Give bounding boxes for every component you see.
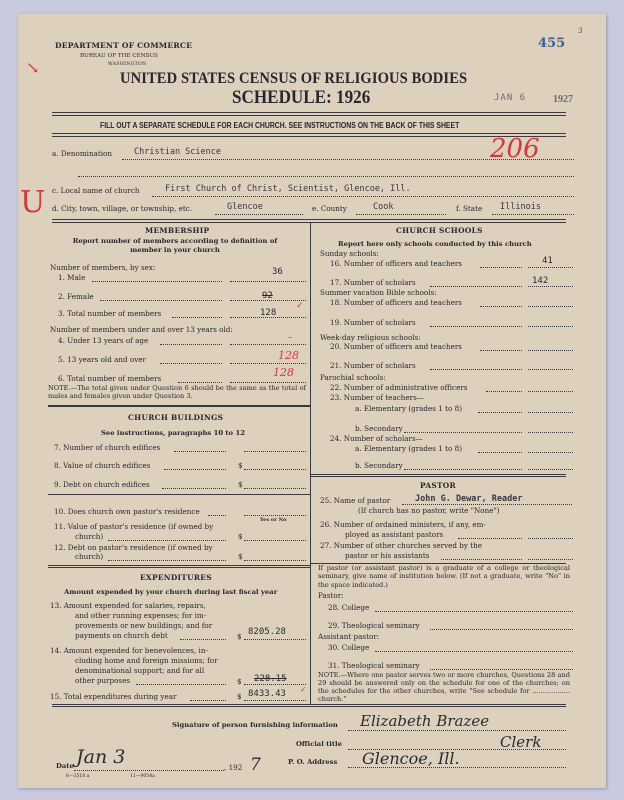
church-buildings-title: CHURCH BUILDINGS [128,413,224,422]
male-label: 1. Male [58,273,86,282]
benevolences-line [244,684,306,685]
teachers-secondary-label: b. Secondary [355,424,403,433]
over-13-label: 5. 13 years old and over [58,355,146,364]
city-line [215,214,303,215]
date-line [74,770,224,771]
signature-field[interactable]: Elizabeth Brazee [360,712,490,730]
currency-sign: $ [237,632,242,641]
rule [48,565,310,566]
city-label: d. City, town, village, or township, etc. [52,204,193,213]
running-expenses-amount[interactable]: 8205.28 [248,627,286,637]
pastor-name-line [402,504,572,505]
rule [310,476,566,477]
teachers-label: 23. Number of teachers— [330,393,424,402]
rule [310,474,566,475]
summer-officers-label: 18. Number of officers and teachers [330,298,462,307]
leader-dots [478,412,522,413]
assistant-college-label: 30. College [328,643,370,652]
benevolences-label-2: cluding home and foreign missions; for [75,656,218,665]
rule [52,219,566,220]
edifice-count-field[interactable] [244,451,306,452]
year-prefix: , 192 [224,763,243,772]
leader-dots [160,344,222,345]
pastor-name-field[interactable]: John G. Dewar, Reader [415,494,523,504]
leader-dots [180,639,226,640]
assistant-pastors-label-2: ployed as assistant pastors [345,530,444,539]
residence-value-label-2: church) [75,532,104,541]
total-by-age-label: 6. Total number of members [58,374,162,383]
year-field[interactable]: 7 [250,755,261,775]
sunday-scholars-count[interactable]: 142 [532,276,549,286]
red-check-mark: ✓ [296,301,304,311]
sunday-scholars-line [528,286,573,287]
currency-sign: $ [238,552,243,561]
stamp-number: 455 [538,36,566,51]
members-by-sex-label: Number of members, by sex: [50,263,156,272]
expenditures-subtitle: Amount expended by your church during last fiscal year [64,588,278,596]
scholars-label: 24. Number of scholars— [330,434,423,443]
pastor-seminary-label: 29. Theological seminary [328,621,420,630]
rule [52,222,566,223]
running-expenses-label-4: payments on church debt [75,631,168,640]
leader-dots [404,432,522,433]
form-code: 6—3518 a [66,774,90,779]
date-label: Date [56,762,74,770]
benevolences-amount[interactable]: 228.15 [254,674,287,684]
summer-scholars-label: 19. Number of scholars [330,318,416,327]
leader-dots [430,326,522,327]
leader-dots [190,700,226,701]
weekday-officers-label: 20. Number of officers and teachers [330,342,462,351]
total-expenditures-label: 15. Total expenditures during year [50,692,177,701]
leader-dots [164,469,226,470]
date-field[interactable]: Jan 3 [76,746,126,768]
rule [52,136,566,137]
form-title: UNITED STATES CENSUS OF RELIGIOUS BODIES [120,70,468,87]
residence-value-field[interactable] [244,540,306,541]
benevolences-label-4: other purposes [75,676,131,685]
column-divider [310,222,311,704]
yes-no-hint: Yes or No [260,517,287,523]
female-count[interactable]: 92 [262,291,273,301]
residence-debt-label-2: church) [75,552,104,561]
other-churches-field[interactable] [528,559,573,560]
denomination-line-2 [78,176,574,177]
membership-note: NOTE.—The total given under Question 6 should be the same as the total of males and females given under Question 3. [48,384,306,401]
sunday-officers-line [528,267,573,268]
leader-dots [480,306,522,307]
scholars-secondary-label: b. Secondary [355,461,403,470]
denomination-label: a. Denomination [52,149,112,158]
total-members-count[interactable]: 128 [260,308,277,318]
city-field[interactable]: Glencoe [227,202,263,212]
total-by-age-line [230,382,306,383]
pastor-name-label: 25. Name of pastor [320,496,391,505]
over-13-line [230,363,306,364]
rule [52,112,566,113]
rule [52,704,566,705]
total-members-label: 3. Total number of members [58,309,162,318]
membership-subtitle: Report number of members according to definition of member in your church [72,237,278,254]
edifice-debt-label: 9. Debt on church edifices [54,480,150,489]
residence-debt-field[interactable] [244,560,306,561]
owns-residence-label: 10. Does church own pastor's residence [54,507,200,516]
leader-dots [430,369,522,370]
scholars-secondary-field[interactable] [528,469,573,470]
pastor-subheading: Pastor: [318,591,344,600]
church-schools-title: CHURCH SCHOOLS [396,226,483,235]
pastor-note: NOTE.—Where one pastor serves two or more churches, Questions 28 and 29 should be answered only on the schedule for one of the churches; on the schedules for the other churches, write "See schedule for .................. church." [318,671,570,703]
assistant-college-field[interactable] [375,651,573,652]
signature-line [348,730,566,731]
running-expenses-label-1: 13. Amount expended for salaries, repairs, [50,601,206,610]
denomination-line [122,159,574,160]
teachers-elementary-field[interactable] [528,412,573,413]
under-13-count[interactable]: – [288,333,293,343]
leader-dots [100,300,222,301]
rule [48,494,310,495]
female-label: 2. Female [58,292,94,301]
running-expenses-label-3: provements or new buildings; and for [75,621,213,630]
under-13-line [230,344,306,345]
rule [52,115,566,116]
received-year-stamp: 1927 [553,94,573,105]
leader-dots [172,317,222,318]
running-expenses-line [244,639,306,640]
weekday-scholars-field[interactable] [528,369,573,370]
rule [52,706,566,707]
red-arrow-mark: ↘ [26,58,40,77]
leader-dots [92,281,222,282]
sunday-scholars-label: 17. Number of scholars [330,278,416,287]
church-schools-subtitle: Report here only schools conducted by this church [338,240,532,248]
currency-sign: $ [237,677,242,686]
leader-dots [478,452,522,453]
total-expenditures-line [244,700,306,701]
schedule-title: SCHEDULE: 1926 [232,87,371,108]
parochial-schools-heading: Parochial schools: [320,373,386,382]
rule [52,133,566,134]
scholars-elementary-label: a. Elementary (grades 1 to 8) [355,444,462,453]
graduate-note: If pastor (or assistant pastor) is a graduate of a college or theological seminary, give name of institution below. (If not a graduate, write "No" in the space indicated.) [318,564,570,589]
under-13-label: 4. Under 13 years of age [58,336,149,345]
total-by-age-count[interactable]: 128 [273,366,294,379]
leader-dots [108,560,226,561]
red-annotation-number: 206 [490,134,540,164]
city-heading: WASHINGTON [108,62,147,67]
address-label: P. O. Address [288,758,338,766]
leader-dots [486,391,522,392]
bureau-heading: BUREAU OF THE CENSUS [80,53,159,59]
signature-label: Signature of person furnishing information [172,721,338,729]
assistant-pastor-subheading: Assistant pastor: [318,632,380,641]
weekday-officers-field[interactable] [528,350,573,351]
weekday-schools-heading: Week-day religious schools: [320,333,421,342]
benevolences-label-3: denominational support; and for all [75,666,205,675]
leader-dots [441,559,522,560]
stamp-superscript: 3 [578,27,583,35]
county-field[interactable]: Cook [373,202,394,212]
assistant-seminary-label: 31. Theological seminary [328,661,420,670]
members-by-age-label: Number of members under and over 13 years old: [50,325,233,334]
sunday-officers-label: 16. Number of officers and teachers [330,259,462,268]
sunday-officers-count[interactable]: 41 [542,256,553,266]
summer-officers-field[interactable] [528,306,573,307]
teachers-elementary-label: a. Elementary (grades 1 to 8) [355,404,462,413]
assistant-seminary-field[interactable] [430,669,573,670]
county-label: e. County [312,204,347,213]
leader-dots [162,488,226,489]
residence-debt-label: 12. Debt on pastor's residence (if owned by [54,543,213,552]
admin-officers-field[interactable] [528,391,573,392]
leader-dots [108,540,226,541]
running-expenses-label-2: and other running expenses; for im- [75,611,207,620]
address-field[interactable]: Glencoe, Ill. [362,749,460,768]
county-line [356,214,446,215]
summer-scholars-field[interactable] [528,326,573,327]
red-check-mark: ✓ [300,685,307,694]
state-label: f. State [456,204,483,213]
received-date-stamp: JAN 6 [494,93,527,103]
scholars-elementary-field[interactable] [528,452,573,453]
leader-dots [208,515,226,516]
currency-sign: $ [238,532,243,541]
leader-dots [160,363,222,364]
leader-dots [178,382,222,383]
expenditures-title: EXPENDITURES [140,573,212,582]
currency-sign: $ [238,480,243,489]
local-name-field[interactable]: First Church of Christ, Scientist, Glencoe, Ill. [165,184,411,194]
pastor-seminary-field[interactable] [430,629,573,630]
edifice-debt-field[interactable] [244,488,306,489]
currency-sign: $ [238,461,243,470]
admin-officers-label: 22. Number of administrative officers [330,383,468,392]
leader-dots [136,684,226,685]
official-title-label: Official title [296,740,342,748]
membership-title: MEMBERSHIP [145,226,210,235]
pastor-college-field[interactable] [375,611,573,612]
weekday-scholars-label: 21. Number of scholars [330,361,416,370]
department-heading: DEPARTMENT OF COMMERCE [55,41,193,50]
red-margin-mark: U [20,185,46,220]
local-name-label: c. Local name of church [52,186,140,195]
male-count[interactable]: 36 [272,267,283,277]
leader-dots [430,286,522,287]
total-expenditures-amount[interactable]: 8433.43 [248,689,286,699]
rule [48,405,310,407]
rule [48,567,310,568]
other-churches-label-1: 27. Number of other churches served by the [320,541,483,550]
print-code: 11—9054a [130,774,155,779]
sunday-schools-heading: Sunday schools: [320,249,379,258]
summer-schools-heading: Summer vacation Bible schools: [320,288,437,297]
leader-dots [174,451,226,452]
currency-sign: $ [237,692,242,701]
denomination-field[interactable]: Christian Science [134,147,221,157]
assistant-pastors-field[interactable] [528,538,573,539]
edifice-count-label: 7. Number of church edifices [54,443,161,452]
other-churches-label-2: pastor or his assistants [345,551,430,560]
benevolences-label-1: 14. Amount expended for benevolences, in- [50,646,208,655]
teachers-secondary-field[interactable] [528,432,573,433]
state-field[interactable]: Illinois [500,202,541,212]
residence-value-label: 11. Value of pastor's residence (if owned by [54,522,214,531]
leader-dots [458,538,522,539]
local-name-line [152,196,574,197]
leader-dots [480,267,522,268]
assistant-pastors-label-1: 26. Number of ordained ministers, if any, em- [320,520,486,529]
official-title-field[interactable]: Clerk [500,733,542,751]
edifice-value-field[interactable] [244,469,306,470]
over-13-count[interactable]: 128 [278,349,299,362]
pastor-name-hint: (If church has no pastor, write "None") [358,506,500,515]
pastor-college-label: 28. College [328,603,370,612]
pastor-title: PASTOR [420,481,456,490]
owns-residence-field[interactable] [244,515,306,516]
state-line [492,214,574,215]
fill-instruction: FILL OUT A SEPARATE SCHEDULE FOR EACH CHURCH. SEE INSTRUCTIONS ON THE BACK OF THIS SHEET [100,120,460,130]
church-buildings-subtitle: See instructions, paragraphs 10 to 12 [101,429,245,437]
leader-dots [404,469,522,470]
male-line [230,281,306,282]
leader-dots [480,350,522,351]
edifice-value-label: 8. Value of church edifices [54,461,151,470]
